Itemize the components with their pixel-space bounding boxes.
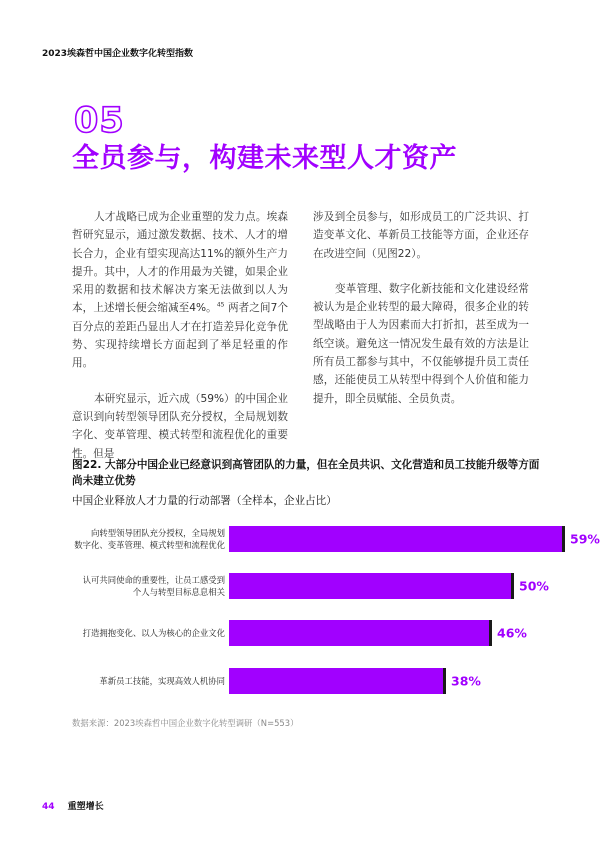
paragraph: 变革管理、数字化新技能和文化建设经常被认为是企业转型的最大障碍，很多企业的转型战略由于人为因素而大打折扣，甚至成为一纸空谈。避免这一情况发生最有效的方法是让所有员工都参与其中，不仅能够提升员工责任感，还能使员工从转型中得到个人价值和能力提升，即全员赋能、全员负责。 bbox=[313, 282, 529, 405]
chart-category-label: 打造拥抱变化、以人为核心的企业文化 bbox=[82, 628, 225, 638]
body-column-right bbox=[313, 208, 529, 425]
chart-bar bbox=[229, 526, 562, 552]
chart-bar bbox=[229, 668, 443, 694]
figure-source: 数据来源：2023埃森哲中国企业数字化转型调研（N=553） bbox=[72, 718, 299, 728]
paragraph: 涉及到全员参与，如形成员工的广泛共识、打造变革文化、革新员工技能等方面，企业还存在改进空间（见图22）。 bbox=[313, 211, 529, 260]
chart-row bbox=[72, 573, 549, 599]
paragraph-text: 两者之间7个百分点的差距凸显出人才在打造差异化竞争优势、实现持续增长方面起到了举足轻重的作用。 bbox=[72, 302, 289, 370]
section-number: 05 bbox=[74, 101, 125, 141]
footnote-ref[interactable]: 45 bbox=[216, 301, 225, 309]
figure-title: 图22. 大部分中国企业已经意识到高管团队的力量，但在全员共识、文化营造和员工技能升级等方面尚未建立优势 bbox=[72, 459, 540, 487]
chart-bar bbox=[229, 620, 489, 646]
paragraph: 本研究显示，近六成（59%）的中国企业意识到向转型领导团队充分授权，全局规划数字化、变革管理、模式转型和流程优化的重要性。但是 bbox=[72, 392, 288, 460]
paragraph bbox=[72, 208, 288, 373]
chart-category-label: 认可共同使命的重要性，让员工感受到 个人与转型目标息息相关 bbox=[82, 575, 225, 597]
footer-section-name: 重塑增长 bbox=[67, 802, 104, 812]
paragraph-text: 人才战略已成为企业重塑的发力点。埃森哲研究显示，通过激发数据、技术、人才的增长合力，企业有望实现高达11%的额外生产力提升。其中，人才的作用最为关键，如果企业采用的数据和技术解决方案无法做到以人为本，上述增长便会缩减至4%。 bbox=[72, 211, 288, 315]
figure-subtitle: 中国企业释放人才力量的行动部署（全样本，企业占比） bbox=[72, 495, 337, 507]
chart-row bbox=[72, 526, 600, 552]
body-column-left bbox=[72, 208, 288, 480]
chart-category-label: 革新员工技能，实现高效人机协同 bbox=[99, 676, 225, 686]
chart-category-label: 向转型领导团队充分授权，全局规划 数字化、变革管理、模式转型和流程优化 bbox=[74, 528, 225, 550]
chart-value-label: 59% bbox=[570, 531, 600, 547]
chart-value-label: 46% bbox=[497, 625, 527, 641]
report-header: 2023埃森哲中国企业数字化转型指数 bbox=[42, 49, 194, 59]
page-footer bbox=[42, 799, 104, 812]
chart-value-label: 50% bbox=[519, 578, 549, 594]
section-title: 全员参与，构建未来型人才资产 bbox=[72, 143, 457, 174]
page-number: 44 bbox=[42, 802, 55, 812]
chart-bar bbox=[229, 573, 511, 599]
chart-row bbox=[72, 668, 542, 694]
chart-row bbox=[72, 620, 542, 646]
chart-value-label: 38% bbox=[451, 673, 481, 689]
bar-chart bbox=[72, 520, 600, 710]
